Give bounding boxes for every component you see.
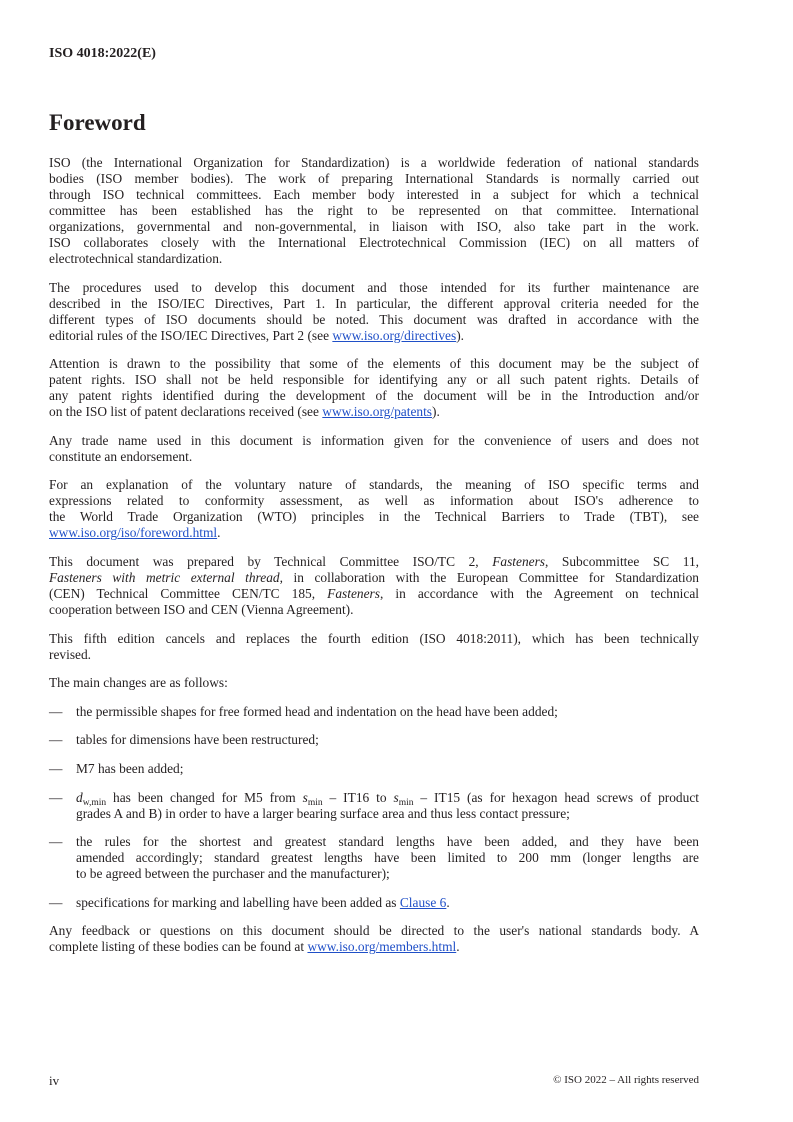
text-line <box>49 570 699 586</box>
text-run: Any trade name used in this document is information given for the convenience of users and does not <box>49 432 699 448</box>
text-line <box>49 647 699 663</box>
dash-bullet-icon: — <box>49 760 63 776</box>
text-line <box>49 296 699 312</box>
hyperlink[interactable]: www.iso.org/members.html <box>307 939 457 955</box>
text-run: electrotechnical standardization. <box>49 251 223 266</box>
text-run: grades A and B) in order to have a larger bearing surface area and thus less contact pressure; <box>76 805 570 821</box>
text-line <box>76 704 699 720</box>
text-run: the World Trade Organization (WTO) principles in the Technical Barriers to Trade (TBT), see <box>49 509 699 525</box>
text-run: has been changed for M5 from <box>106 789 303 805</box>
copyright-notice: © ISO 2022 – All rights reserved <box>553 1074 699 1086</box>
text-line <box>49 477 699 493</box>
text-run: , in collaboration with the European Committee for Standardization <box>279 569 699 585</box>
text-run: ISO (the International Organization for Standardization) is a worldwide federation of national standards <box>49 155 699 170</box>
text-run: the rules for the shortest and greatest standard lengths have been added, and they have been <box>76 834 699 850</box>
paragraph <box>49 155 699 267</box>
text-run: committee has been established has the right to be represented on that committee. International <box>49 203 699 218</box>
list-item <box>49 834 699 882</box>
text-run: the permissible shapes for free formed head and indentation on the head have been added; <box>76 703 558 719</box>
list-item <box>49 704 699 720</box>
text-line <box>49 631 699 647</box>
text-run: ISO collaborates closely with the International Electrotechnical Commission (IEC) on all matters of <box>49 235 699 250</box>
hyperlink[interactable]: Clause 6 <box>399 894 447 910</box>
text-line <box>49 235 699 251</box>
paragraph <box>49 675 699 691</box>
paragraph <box>49 280 699 344</box>
text-run: revised. <box>49 646 92 662</box>
italic-text: s <box>302 789 308 805</box>
text-line <box>49 171 699 187</box>
text-run: expressions related to conformity assessment, as well as information about ISO's adherence to <box>49 493 699 509</box>
italic-text: Fasteners with metric external thread <box>49 569 280 585</box>
list-item <box>49 790 699 822</box>
foreword-body <box>49 155 699 968</box>
text-run: ). <box>432 404 440 420</box>
subscript-text: min <box>307 797 323 808</box>
paragraph <box>49 631 699 663</box>
paragraph <box>49 477 699 541</box>
italic-text: d <box>76 789 83 805</box>
document-id-header: ISO 4018:2022(E) <box>49 46 156 61</box>
text-line <box>76 732 699 748</box>
text-line <box>49 449 699 465</box>
text-line <box>49 155 699 171</box>
paragraph <box>49 554 699 618</box>
list-item <box>49 895 699 911</box>
text-run: . <box>456 939 460 955</box>
text-line <box>49 586 699 602</box>
text-run: constitute an endorsement. <box>49 448 193 464</box>
text-run: specifications for marking and labelling have been added as <box>76 894 400 910</box>
text-line <box>49 388 699 404</box>
text-line <box>76 850 699 866</box>
text-run: different types of ISO documents should be noted. This document was drafted in accordance with the <box>49 311 699 327</box>
text-line <box>76 806 699 822</box>
text-run: bodies (ISO member bodies). The work of preparing International Standards is normally carried out <box>49 171 699 186</box>
hyperlink[interactable]: www.iso.org/patents <box>322 404 433 420</box>
text-run: Attention is drawn to the possibility that some of the elements of this document may be the subject of <box>49 356 699 372</box>
text-run: patent rights. ISO shall not be held responsible for identifying any or all such patent rights. Details of <box>49 372 699 388</box>
text-line <box>49 404 699 420</box>
page-title: Foreword <box>49 110 146 135</box>
closing-paragraph <box>49 923 699 955</box>
text-run: organizations, governmental and non-governmental, in liaison with ISO, also take part in the work. <box>49 219 699 234</box>
text-run: . <box>446 894 450 910</box>
text-line <box>49 280 699 296</box>
text-run: tables for dimensions have been restructured; <box>76 732 319 748</box>
subscript-text: min <box>398 797 414 808</box>
text-line <box>49 187 699 203</box>
page-number: iv <box>49 1073 60 1088</box>
text-line <box>49 554 699 570</box>
text-line <box>76 895 699 911</box>
dash-bullet-icon: — <box>49 834 63 850</box>
text-run: Any feedback or questions on this document should be directed to the user's national standards body. A <box>49 923 699 939</box>
paragraph <box>49 433 699 465</box>
dash-bullet-icon: — <box>49 894 63 910</box>
text-run: – IT15 (as for hexagon head screws of product <box>413 789 699 805</box>
list-item <box>49 761 699 777</box>
text-line <box>76 834 699 850</box>
hyperlink[interactable]: www.iso.org/iso/foreword.html <box>49 525 218 541</box>
text-line <box>49 356 699 372</box>
text-run: The procedures used to develop this document and those intended for its further maintenance are <box>49 279 699 295</box>
text-line <box>49 328 699 344</box>
text-run: ). <box>456 327 465 343</box>
text-run: M7 has been added; <box>76 760 184 776</box>
hyperlink[interactable]: www.iso.org/directives <box>332 327 457 343</box>
text-run: editorial rules of the ISO/IEC Directives, Part 2 (see <box>49 327 333 343</box>
text-run: amended accordingly; standard greatest lengths have been limited to 200 mm (longer lengths are <box>76 850 699 866</box>
text-run: described in the ISO/IEC Directives, Part 1. In particular, the different approval criteria needed for the <box>49 295 699 311</box>
paragraph <box>49 356 699 420</box>
text-line <box>49 675 699 691</box>
text-line <box>49 602 699 618</box>
text-line <box>49 493 699 509</box>
text-run: , in accordance with the Agreement on technical <box>379 585 700 601</box>
text-line <box>49 433 699 449</box>
list-item <box>49 732 699 748</box>
italic-text: Fasteners <box>327 585 380 601</box>
text-line <box>49 251 699 267</box>
text-line <box>49 372 699 388</box>
text-line <box>49 509 699 525</box>
text-line <box>49 203 699 219</box>
text-line <box>76 761 699 777</box>
dash-bullet-icon: — <box>49 703 63 719</box>
italic-text: Fasteners <box>492 553 546 569</box>
dash-bullet-icon: — <box>49 732 63 748</box>
text-line <box>49 219 699 235</box>
text-run: For an explanation of the voluntary nature of standards, the meaning of ISO specific terms and <box>49 477 699 493</box>
text-run: on the ISO list of patent declarations received (see <box>49 404 323 420</box>
text-line <box>49 923 699 939</box>
text-run: to be agreed between the purchaser and the manufacturer); <box>76 866 390 882</box>
text-run: (CEN) Technical Committee CEN/TC 185, <box>49 585 328 601</box>
text-run: through ISO technical committees. Each member body interested in a subject for which a technical <box>49 187 699 202</box>
text-line <box>49 939 699 955</box>
text-run: The main changes are as follows: <box>49 675 228 691</box>
dash-bullet-icon: — <box>49 789 63 805</box>
text-run: This document was prepared by Technical Committee ISO/TC 2, <box>49 553 493 569</box>
text-run: any patent rights identified during the development of the document will be in the Introduction and/or <box>49 388 699 404</box>
text-run: , Subcommittee SC 11, <box>545 553 699 569</box>
italic-text: s <box>393 789 399 805</box>
text-line <box>76 866 699 882</box>
text-run: complete listing of these bodies can be found at <box>49 939 308 955</box>
text-line <box>49 525 699 541</box>
text-run: . <box>217 525 221 541</box>
subscript-text: w,min <box>82 797 107 808</box>
text-run: This fifth edition cancels and replaces the fourth edition (ISO 4018:2011), which has been technically <box>49 630 699 646</box>
text-run: – IT16 to <box>322 789 394 805</box>
text-line <box>49 312 699 328</box>
text-line <box>76 790 699 806</box>
text-run: cooperation between ISO and CEN (Vienna Agreement). <box>49 601 354 617</box>
